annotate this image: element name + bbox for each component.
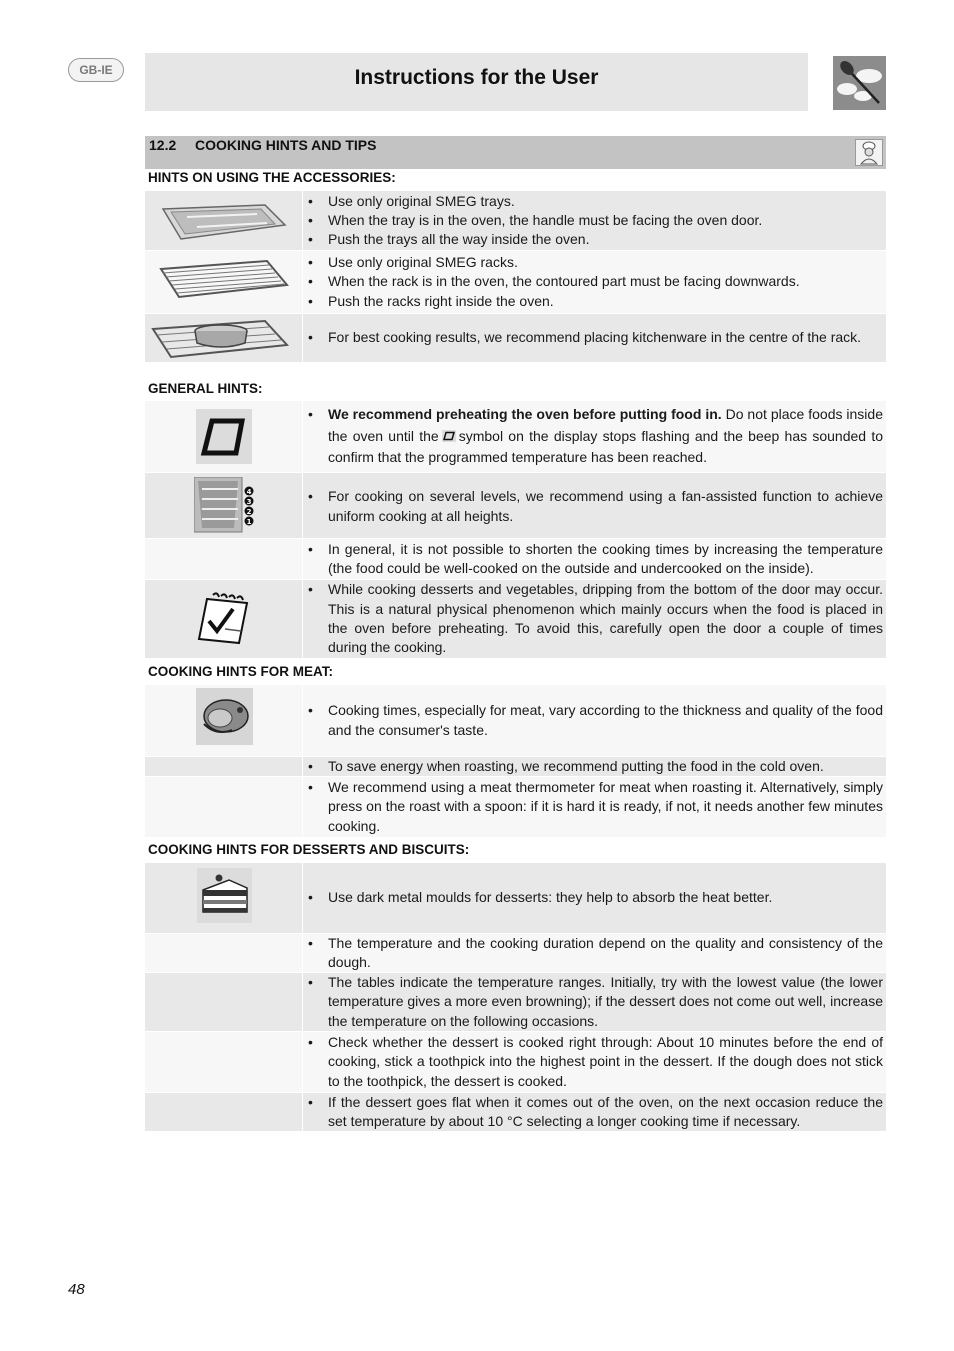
- list-item: • Push the trays all the way inside the oven.: [303, 230, 883, 249]
- list-item: • For best cooking results, we recommend placing kitchenware in the centre of the rack.: [303, 328, 883, 347]
- accessory-row: [145, 191, 886, 250]
- icon-cell: [145, 539, 303, 579]
- text-cell: [303, 863, 883, 933]
- list-item: • To save energy when roasting, we recommend putting the food in the cold oven.: [303, 757, 883, 776]
- oven-rack-icon: [157, 257, 291, 303]
- icon-cell: [145, 777, 303, 837]
- text-cell: [303, 401, 883, 472]
- meat-heading: COOKING HINTS FOR MEAT:: [148, 664, 333, 679]
- text-cell: [303, 580, 883, 658]
- icon-cell: [145, 314, 303, 362]
- list-item: • In general, it is not possible to shorten the cooking times by increasing the temperature (the food could be well-cooked on the outside and undercooked on the inside).: [303, 540, 883, 579]
- notepad-checkmark-icon: [195, 589, 253, 647]
- accessories-heading: HINTS ON USING THE ACCESSORIES:: [148, 170, 396, 185]
- general-heading: GENERAL HINTS:: [148, 381, 263, 396]
- level-number: 4: [246, 488, 252, 496]
- spoon-logo-icon: [833, 56, 886, 110]
- hint-row: [145, 757, 886, 776]
- section-number: 12.2: [149, 137, 177, 153]
- hint-row: [145, 473, 886, 538]
- list-item: • When the rack is in the oven, the contoured part must be facing downwards.: [303, 272, 883, 291]
- icon-cell: [145, 251, 303, 313]
- preheat-text: Do not place foods inside the oven until the: [328, 406, 883, 444]
- list-item: • Use only original SMEG racks.: [303, 253, 883, 272]
- level-number: 2: [246, 508, 252, 516]
- hint-row: [145, 1032, 886, 1092]
- oven-tray-icon: [157, 199, 289, 243]
- icon-cell: [145, 191, 303, 250]
- hint-row: [145, 539, 886, 579]
- hint-row: [145, 685, 886, 756]
- text-cell: [303, 191, 883, 250]
- desserts-heading: COOKING HINTS FOR DESSERTS AND BISCUITS:: [148, 842, 470, 857]
- roast-meat-icon: [196, 688, 253, 745]
- page-number: 48: [68, 1281, 85, 1298]
- text-cell: [303, 473, 883, 538]
- preheat-symbol-icon: [442, 430, 456, 442]
- list-item: • If the dessert goes flat when it comes out of the oven, on the next occasion reduce the set temperature by about 10 °C selecting a longer cooking time if necessary.: [303, 1093, 883, 1132]
- hint-row: [145, 863, 886, 933]
- preheat-text-continued: symbol on the display stops flashing and the beep has sounded to confirm that the programmed temperature has been reached.: [328, 427, 883, 466]
- hint-row: [145, 1093, 886, 1131]
- list-item: • We recommend using a meat thermometer for meat when roasting it. Alternatively, simply press on the roast with a spoon: if it is hard it is ready, if not, it needs another few minutes cooking.: [303, 778, 883, 836]
- rack-with-pan-icon: [149, 317, 293, 361]
- text-cell: [303, 1032, 883, 1092]
- list-item: • Use dark metal moulds for desserts: they help to absorb the heat better.: [303, 888, 883, 907]
- icon-cell: [145, 934, 303, 972]
- list-item: • Use only original SMEG trays.: [303, 192, 883, 211]
- icon-cell: [145, 1093, 303, 1131]
- text-cell: [303, 314, 883, 362]
- icon-cell: [145, 757, 303, 776]
- accessory-row: [145, 251, 886, 313]
- icon-cell: [145, 973, 303, 1031]
- text-cell: [303, 685, 883, 756]
- icon-cell: [145, 1032, 303, 1092]
- icon-cell: [145, 685, 303, 756]
- list-item: • When the tray is in the oven, the handle must be facing the oven door.: [303, 211, 883, 230]
- preheat-display-icon: [196, 409, 252, 464]
- icon-cell: [145, 401, 303, 472]
- list-item: • While cooking desserts and vegetables, dripping from the bottom of the door may occur. This is a natural physical phenomenon which mainly occurs when the food is placed in the oven before preheating. To avoid this, carefully open the door a couple of times during the cooking.: [303, 580, 883, 657]
- preheat-bold-text: We recommend preheating the oven before putting food in.: [328, 406, 722, 423]
- section-title-text: COOKING HINTS AND TIPS: [195, 137, 377, 153]
- list-item: • Cooking times, especially for meat, vary according to the thickness and quality of the food and the consumer's taste.: [303, 701, 883, 740]
- icon-cell: [145, 580, 303, 658]
- list-item: • Push the racks right inside the oven.: [303, 292, 883, 311]
- oven-levels-icon: [194, 477, 256, 533]
- level-number: 3: [246, 498, 252, 506]
- list-item: • For cooking on several levels, we recommend using a fan-assisted function to achieve uniform cooking at all heights.: [303, 486, 883, 526]
- text-cell: [303, 757, 883, 776]
- text-cell: [303, 539, 883, 579]
- icon-cell: [145, 863, 303, 933]
- hint-row: [145, 934, 886, 972]
- icon-cell: [145, 473, 303, 538]
- text-cell: [303, 973, 883, 1031]
- list-item: • Check whether the dessert is cooked right through: About 10 minutes before the end of cooking, stick a toothpick into the highest point in the dessert. If the dough does not stick to the toothpick, the dessert is cooked.: [303, 1033, 883, 1091]
- accessory-row: [145, 314, 886, 362]
- text-cell: [303, 934, 883, 972]
- cake-slice-icon: [197, 868, 252, 923]
- hint-row: [145, 777, 886, 837]
- hint-row: [145, 401, 886, 472]
- page-title: Instructions for the User: [354, 66, 599, 89]
- hint-row: [145, 580, 886, 658]
- section-title: [149, 137, 377, 153]
- level-number: 1: [246, 518, 252, 526]
- language-badge: GB-IE: [68, 58, 124, 82]
- list-item: [303, 404, 883, 469]
- text-cell: [303, 251, 883, 313]
- section-heading: [145, 136, 886, 169]
- text-cell: [303, 777, 883, 837]
- list-item: • The tables indicate the temperature ranges. Initially, try with the lowest value (the lower temperature gives a more even browning); if the dessert does not come out well, increase the temperature on the following occasions.: [303, 973, 883, 1031]
- chef-icon: [855, 139, 883, 166]
- hint-row: [145, 973, 886, 1031]
- header-bar: [145, 53, 808, 111]
- text-cell: [303, 1093, 883, 1131]
- list-item: • The temperature and the cooking duration depend on the quality and consistency of the dough.: [303, 934, 883, 973]
